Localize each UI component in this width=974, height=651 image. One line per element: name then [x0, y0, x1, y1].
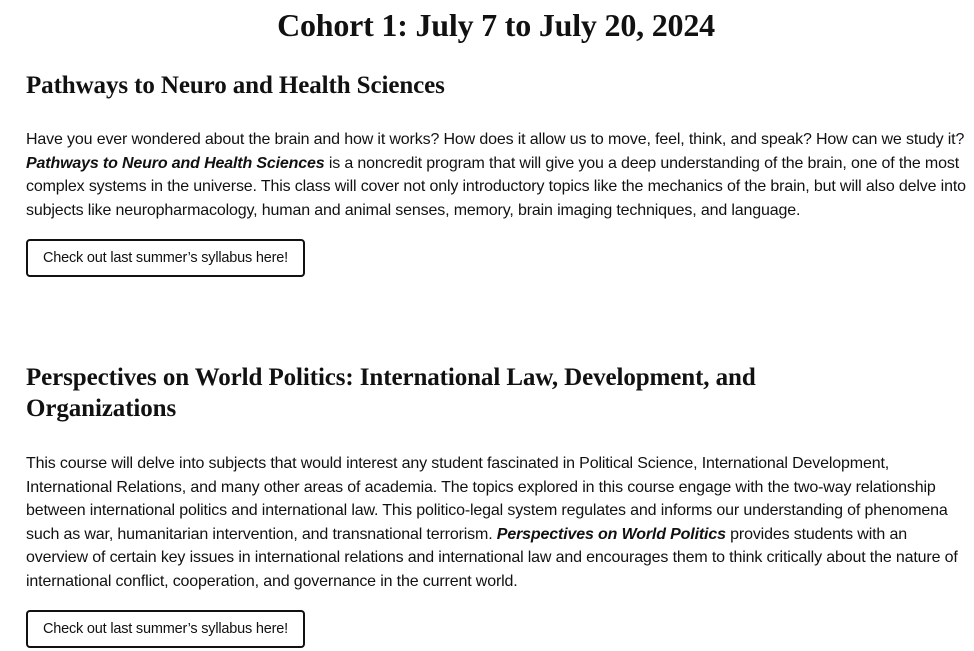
cohort-title: Cohort 1: July 7 to July 20, 2024 [277, 7, 715, 43]
course-title-neuro: Pathways to Neuro and Health Sciences [26, 72, 445, 99]
course-description-world-politics [26, 452, 966, 593]
description-intro: Have you ever wondered about the brain and how it works? How does it allow us to move, feel, think, and speak? How can we study it? [26, 131, 965, 148]
course-title-world-politics: Perspectives on World Politics: International Law, Development, and Organizations [26, 364, 756, 422]
program-name-emphasis: Perspectives on World Politics [496, 525, 726, 543]
description-intro: This course will delve into subjects that would interest any student fascinated in Political Science, International Development, International Relations, and many other areas of academia. The topics explored in this course engage with the two-way relationship between international politics and international law. This politico-legal system regulates and informs our understanding of phenomena such as war, humanitarian intervention, and transnational terrorism. [26, 455, 948, 543]
course-section-neuro [26, 70, 966, 277]
course-description-neuro [26, 128, 966, 222]
program-name-emphasis: Pathways to Neuro and Health Sciences [26, 154, 325, 172]
description-rest: is a noncredit program that will give you a deep understanding of the brain, one of the most complex systems in the universe. This class will cover not only introductory topics like the mechanics of the brain, but will also delve into subjects like neuropharmacology, human and animal senses, memory, brain imaging techniques, and language. [26, 154, 966, 219]
course-section-world-politics [26, 362, 966, 648]
syllabus-button-world-politics[interactable]: Check out last summer’s syllabus here! [26, 610, 305, 648]
description-rest: provides students with an overview of certain key issues in international relations and international law and encourages them to think critically about the nature of international conflict, cooperation, and governance in the current world. [26, 525, 958, 590]
syllabus-button-neuro[interactable]: Check out last summer’s syllabus here! [26, 239, 305, 277]
